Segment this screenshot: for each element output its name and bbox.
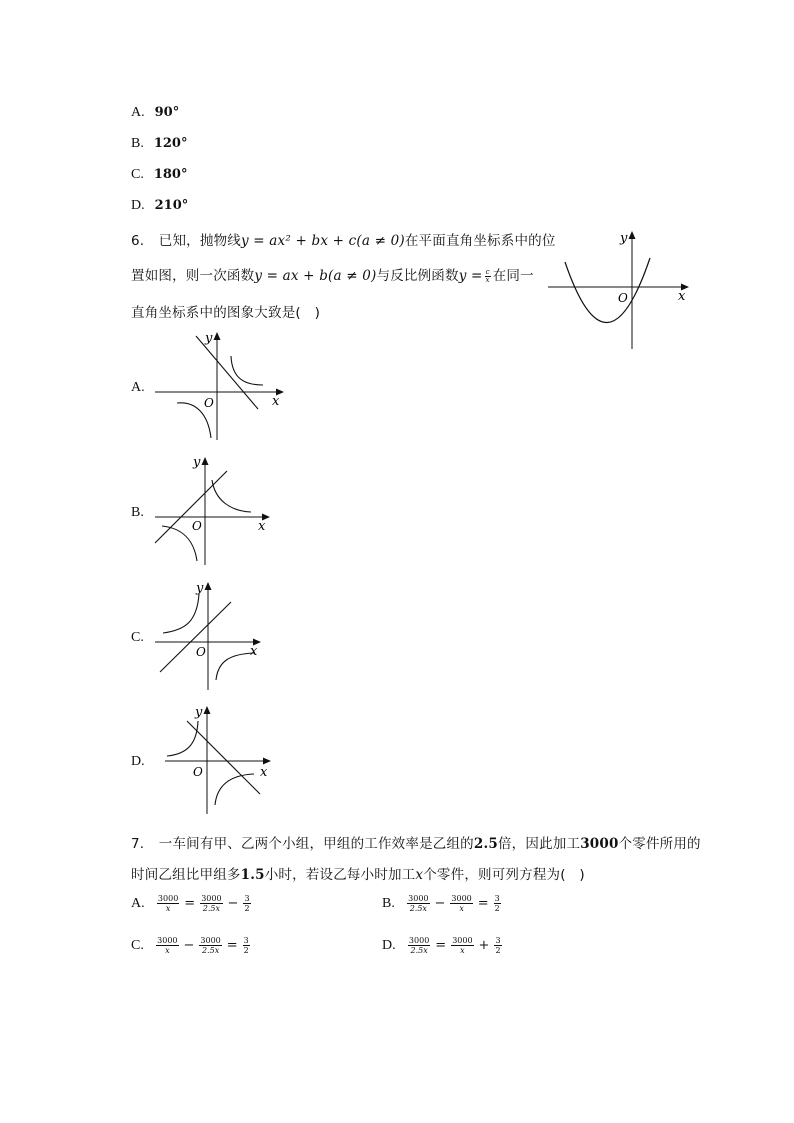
q7-variable: x [415,867,424,883]
denominator: x [450,903,472,913]
operator: − [434,896,446,911]
axis-label-x: x [258,519,266,534]
numerator: 3000 [408,936,430,945]
q7-option-b [382,894,503,913]
hyperbola-branch-lower-right [215,774,254,805]
q7-text: 一车间有甲、乙两个小组，甲组的工作效率是乙组的 [158,836,474,852]
q7-text: 时间乙组比甲组多 [131,867,241,883]
option-label: A. [131,105,145,120]
denominator: 2.5x [408,945,430,955]
q6-text: 在平面直角坐标系中的位 [404,233,556,249]
denominator: 2 [244,904,250,913]
fraction [408,936,430,955]
option-value: 120° [153,136,188,151]
fraction [494,894,501,913]
numerator: 3000 [408,894,429,903]
q7-number: 3000 [580,836,619,852]
option-label: B. [131,136,144,151]
operator: = [184,896,196,911]
q7-line-1 [131,832,701,852]
option-value: 210° [154,198,189,213]
y-arrow [214,332,221,340]
y-arrow [629,231,636,239]
numerator: 3000 [157,936,178,945]
axis-label-x: x [260,765,268,780]
origin-label: O [204,396,214,410]
q7-option-d [382,936,504,955]
denominator: 2 [495,946,501,955]
q7-number: 1.5 [240,867,265,883]
q5-option-a [131,104,179,121]
numerator: c [485,267,490,276]
option-label: C. [131,167,144,182]
option-label: A. [131,896,145,911]
q6-option-b-graph [150,452,280,570]
q6-text: 与反比例函数 [376,268,459,284]
origin-label: O [196,645,206,659]
q7-number: 2.5 [473,836,498,852]
y-arrow [205,582,212,590]
x-arrow [263,758,271,765]
q5-option-c [131,166,187,183]
fraction [243,936,250,955]
question-number: 7. [131,836,145,852]
question-number: 6. [131,233,145,249]
numerator: 3000 [451,894,472,903]
numerator: 3 [495,936,501,945]
operator: = [435,938,447,953]
fraction [200,894,222,913]
origin-label: O [618,291,628,305]
numerator: 3000 [452,936,473,945]
hyperbola-branch-upper [231,356,263,385]
fraction [156,936,178,955]
y-arrow [202,457,209,465]
denominator: x [156,945,178,955]
q6-line-3 [131,301,320,321]
operator: + [478,938,490,953]
hyperbola-branch-upper-left [163,594,199,633]
denominator: 2.5x [407,903,429,913]
operator: − [183,938,195,953]
axis-label-x: x [250,644,258,659]
q6-option-d-graph [150,701,280,819]
q6-option-a-label: A. [131,380,145,395]
y-arrow [204,706,211,714]
fraction [494,936,501,955]
q6-option-d-label: D. [131,754,145,769]
operator: − [227,896,239,911]
q6-text: 已知，抛物线 [158,233,241,249]
numerator: 3 [494,894,500,903]
option-value: 90° [154,105,180,120]
q6-line-1 [131,229,556,249]
q6-reference-figure [545,225,695,355]
axis-label-x: x [272,394,280,409]
denominator: x [485,275,490,284]
linear-graph [155,471,227,543]
denominator: 2.5x [199,945,221,955]
q7-text: 个零件所用的 [618,836,701,852]
operator: = [226,938,238,953]
axis-label-y: y [205,331,213,346]
option-label: D. [382,938,396,953]
axis-label-y: y [195,705,203,720]
denominator: x [451,945,473,955]
q6-formula: y = [458,268,483,284]
origin-label: O [192,519,202,533]
q7-text: 个零件，则可列方程为( ) [423,867,585,883]
hyperbola-branch-lower-right [216,653,254,680]
numerator: 3 [243,936,249,945]
option-value: 180° [153,167,188,182]
axis-label-y: y [620,231,628,246]
fraction [199,936,221,955]
q6-option-c-graph [150,577,275,695]
q6-option-a-graph [150,327,290,445]
parabola-curve [565,258,650,323]
q7-text: 小时，若设乙每小时加工 [264,867,416,883]
fraction [243,894,250,913]
q7-text: 倍，因此加工 [497,836,581,852]
q6-line-2 [131,264,534,284]
hyperbola-branch-upper [212,480,251,512]
fraction [485,269,491,284]
axis-label-y: y [193,455,201,470]
q6-option-b-label: B. [131,505,144,520]
fraction [407,894,429,913]
denominator: 2 [494,904,500,913]
axis-label-x: x [678,289,686,304]
denominator: x [157,903,179,913]
linear-graph [187,721,260,794]
q6-option-c-label: C. [131,630,144,645]
q7-option-a [131,894,253,913]
axis-label-y: y [196,581,204,596]
option-label: D. [131,198,145,213]
denominator: 2.5x [200,903,222,913]
q7-line-2 [131,863,585,883]
q6-text: 置如图，则一次函数 [131,268,255,284]
hyperbola-branch-upper-left [167,721,198,756]
q6-formula: y = ax + b(a ≠ 0) [254,268,377,284]
q6-text: 直角坐标系中的图象大致是( ) [131,305,321,321]
q6-text: 在同一 [492,268,534,284]
q6-formula: y = ax² + bx + c(a ≠ 0) [240,233,405,249]
q5-option-d [131,197,188,214]
numerator: 3000 [201,894,222,903]
denominator: 2 [243,946,249,955]
numerator: 3000 [157,894,179,903]
q5-option-b [131,135,187,152]
origin-label: O [193,765,203,779]
q7-option-c [131,936,252,955]
numerator: 3 [244,894,250,903]
fraction [451,936,473,955]
fraction [450,894,472,913]
fraction [157,894,179,913]
numerator: 3000 [200,936,221,945]
option-label: C. [131,938,144,953]
operator: = [477,896,489,911]
option-label: B. [382,896,395,911]
